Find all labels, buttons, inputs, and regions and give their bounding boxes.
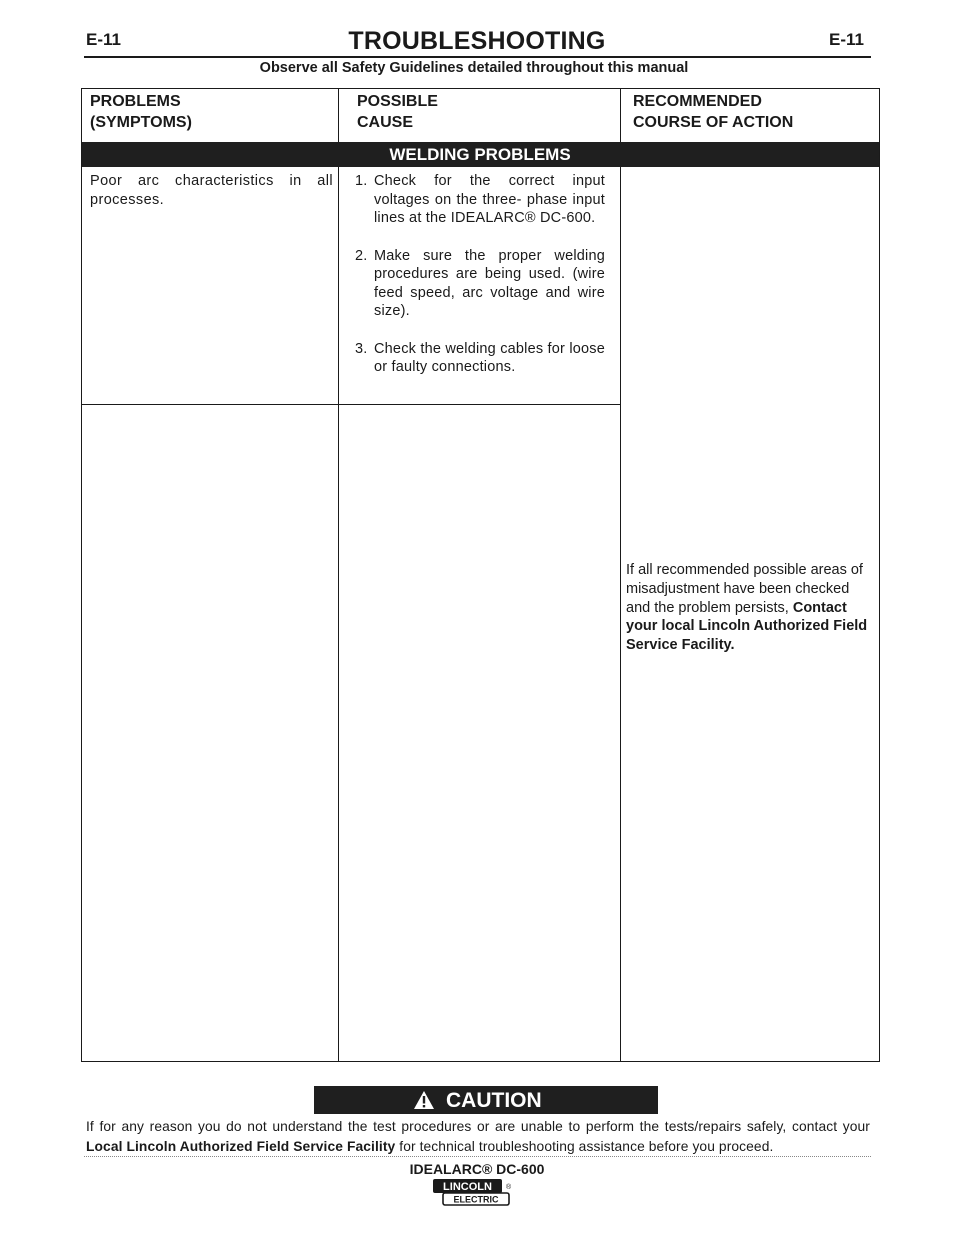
svg-text:ELECTRIC: ELECTRIC (453, 1194, 499, 1205)
cause-item: 1. Check for the correct input voltages on the three- phase input lines at the IDEALARC® DC-600. (355, 173, 605, 226)
column-divider (338, 88, 339, 1062)
lincoln-electric-logo (432, 1178, 512, 1208)
column-divider (620, 88, 621, 1062)
product-name: IDEALARC® DC-600 (409, 1161, 545, 1177)
row-divider (81, 404, 621, 405)
section-label: WELDING PROBLEMS (389, 145, 571, 164)
safety-note: Observe all Safety Guidelines detailed throughout this manual (259, 60, 689, 76)
column-header-cause: POSSIBLE CAUSE (357, 93, 438, 131)
svg-text:LINCOLN: LINCOLN (443, 1181, 492, 1193)
column-header-problems: PROBLEMS (SYMPTOMS) (90, 93, 192, 131)
caution-label: CAUTION (446, 1089, 542, 1112)
cause-list (355, 172, 605, 396)
recommended-action: If all recommended possible areas of misadjustment have been checked and the problem persists, Contact your local Lincoln Authorized Field Service Facility. (626, 562, 868, 654)
column-header-action: RECOMMENDED COURSE OF ACTION (633, 93, 794, 131)
warning-icon (413, 1090, 435, 1110)
caution-text: If for any reason you do not understand the test procedures or are unable to perform the tests/repairs safely, contact your Local Lincoln Authorized Field Service Facility for technical troubleshooting assistance before you proceed. (86, 1119, 870, 1154)
page-title: TROUBLESHOOTING (348, 27, 606, 55)
page-code-right: E-11 (829, 30, 864, 49)
page-code-left: E-11 (86, 30, 121, 49)
symptom-text: Poor arc characteristics in all processes. (90, 173, 333, 208)
dotted-rule (84, 1156, 871, 1157)
cause-item: 3. Check the welding cables for loose or faulty connections. (355, 340, 605, 375)
title-rule (84, 56, 871, 58)
cause-item: 2. Make sure the proper welding procedures are being used. (wire feed speed, arc voltage and wire size). (355, 247, 605, 319)
svg-text:®: ® (506, 1184, 512, 1191)
